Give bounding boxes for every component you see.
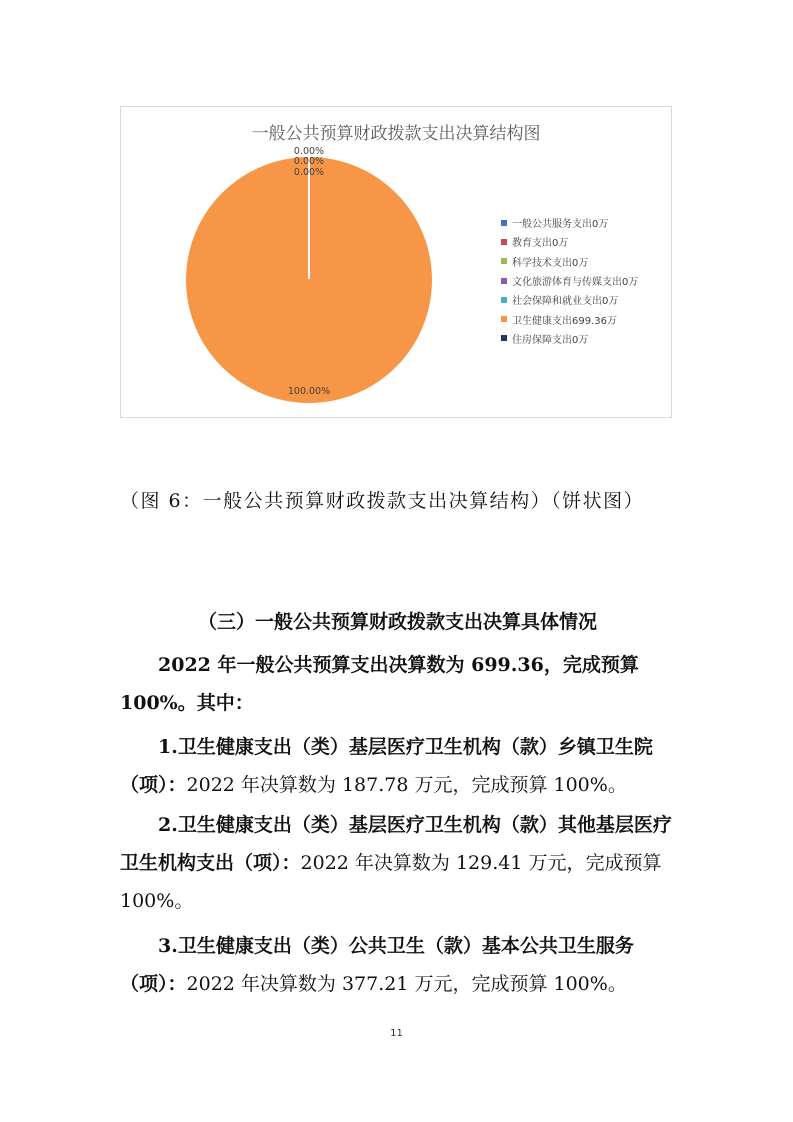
chart-title: 一般公共预算财政拨款支出决算结构图 xyxy=(251,124,541,144)
data-label: 0.00% xyxy=(293,167,325,178)
item-paragraph-2 xyxy=(120,806,675,920)
legend-item xyxy=(501,232,638,251)
legend-swatch xyxy=(501,335,507,341)
pie-chart xyxy=(120,106,672,418)
data-label: 100.00% xyxy=(287,386,331,397)
legend-item xyxy=(501,213,638,232)
legend-swatch xyxy=(501,258,507,264)
item-heading: 3.卫生健康支出（类）公共卫生（款）基本公共卫生服务（项）： xyxy=(120,935,634,995)
item-heading: 1.卫生健康支出（类）基层医疗卫生机构（款）乡镇卫生院（项）： xyxy=(120,736,653,796)
legend-swatch xyxy=(501,278,507,284)
legend-swatch xyxy=(501,297,507,303)
item-text: 2022 年决算数为 129.41 万元，完成预算 100%。 xyxy=(120,852,662,912)
item-heading: 2.卫生健康支出（类）基层医疗卫生机构（款）其他基层医疗卫生机构支出（项）： xyxy=(120,814,672,874)
legend-item xyxy=(501,329,638,348)
summary-paragraph: 2022 年一般公共预算支出决算数为 699.36，完成预算 100%。其中： xyxy=(120,654,639,714)
section-heading: （三）一般公共预算财政拨款支出决算具体情况 xyxy=(197,611,597,633)
legend-swatch xyxy=(501,239,507,245)
legend-label: 文化旅游体育与传媒支出0万 xyxy=(512,277,639,289)
figure-caption: （图 6：一般公共预算财政拨款支出决算结构）（饼状图） xyxy=(120,490,645,512)
legend-swatch xyxy=(501,316,507,322)
item-text: 2022 年决算数为 187.78 万元，完成预算 100%。 xyxy=(186,774,627,796)
legend-label: 住房保障支出0万 xyxy=(512,334,589,346)
legend-label: 社会保障和就业支出0万 xyxy=(512,296,619,308)
item-paragraph-1 xyxy=(120,728,675,804)
legend-label: 教育支出0万 xyxy=(512,238,569,250)
item-text: 2022 年决算数为 377.21 万元，完成预算 100%。 xyxy=(186,973,627,995)
legend-label: 卫生健康支出699.36万 xyxy=(512,315,617,327)
page-number: 11 xyxy=(390,1028,403,1039)
legend-item xyxy=(501,309,638,328)
item-paragraph-3 xyxy=(120,927,675,1003)
legend-label: 一般公共服务支出0万 xyxy=(512,219,609,231)
legend-item xyxy=(501,290,638,309)
legend-swatch xyxy=(501,220,507,226)
data-label: 0.00% xyxy=(293,146,325,157)
data-label: 0.00% xyxy=(293,156,325,167)
legend-item xyxy=(501,252,638,271)
legend-item xyxy=(501,271,638,290)
legend-label: 科学技术支出0万 xyxy=(512,257,589,269)
chart-legend xyxy=(501,213,638,348)
